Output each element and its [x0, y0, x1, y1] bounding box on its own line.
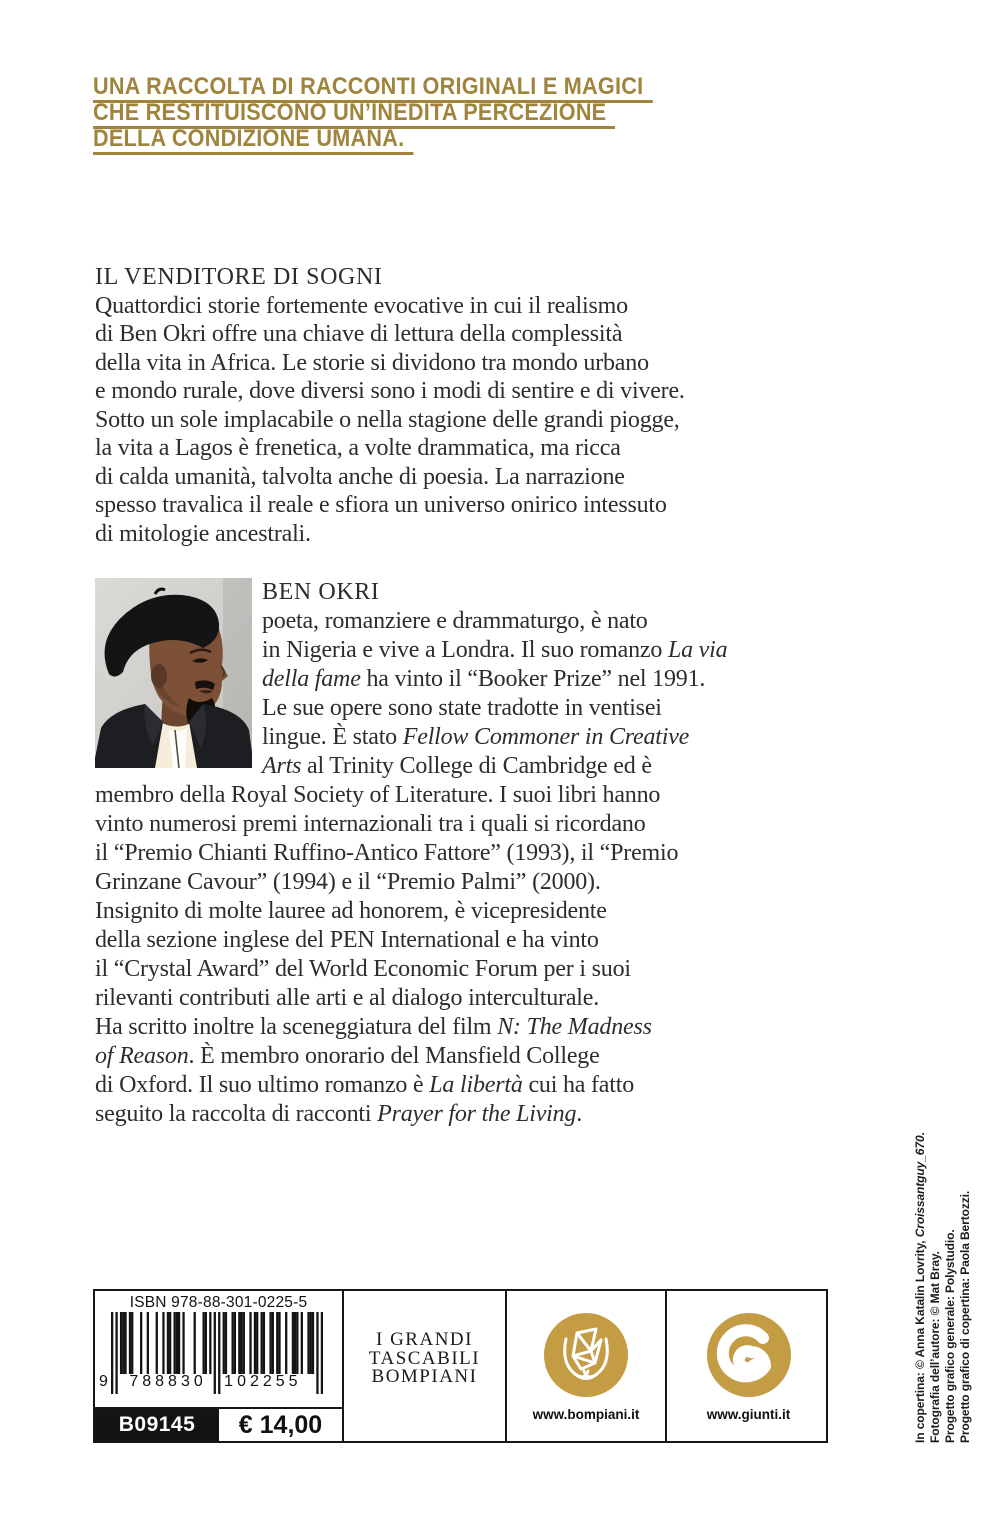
giunti-url: www.giunti.it	[706, 1407, 791, 1422]
giunti-swirl-icon	[707, 1313, 791, 1397]
footer-strip	[93, 1289, 828, 1443]
bompiani-panel	[507, 1291, 667, 1441]
author-section	[95, 578, 840, 1129]
tagline: UNA RACCOLTA DI RACCONTI ORIGINALI E MAGICI CHE RESTITUISCONO UN’INEDITA PERCEZIONE DELLA CONDIZIONE UMANA.	[93, 75, 652, 153]
imprint-panel	[344, 1291, 507, 1441]
isbn-label: ISBN 978-88-301-0225-5	[129, 1294, 308, 1311]
ean-digits: 9 788830 102255	[99, 1373, 302, 1390]
code-price-row	[95, 1407, 342, 1441]
barcode-panel	[95, 1291, 344, 1441]
synopsis-text: Quattordici storie fortemente evocative in cui il realismo di Ben Okri offre una chiave di lettura della complessità della vita in Africa. Le storie si dividono tra mondo urbano e mondo rurale, dove diversi sono i modi di sentire e di vivere. Sotto un sole implacabile o nella stagione delle grandi piogge, la vita a Lagos è frenetica, a volte drammatica, ma ricca di calda umanità, talvolta anche di poesia. La narrazione spesso travalica il reale e sfiora un universo onirico intessuto di mitologie ancestrali.	[95, 292, 685, 547]
bompiani-url: www.bompiani.it	[532, 1407, 640, 1422]
author-name: BEN OKRI	[262, 579, 380, 605]
price: € 14,00	[238, 1410, 323, 1439]
print-credits: In copertina: © Anna Katalin Lovrity, Croissantguy_670. Fotografia dell’autore: © Mat Bray. Progetto grafico generale: Polystudio. Progetto grafico di copertina: Paola Bertozzi.	[913, 1132, 972, 1443]
imprint-logo: I GRANDI TASCABILI BOMPIANI	[368, 1329, 481, 1388]
author-photo	[95, 578, 252, 768]
giunti-panel	[667, 1291, 830, 1441]
synopsis	[95, 263, 685, 548]
author-bio: poeta, romanziere e drammaturgo, è nato in Nigeria e vive a Londra. Il suo romanzo La via della fame ha vinto il “Booker Prize” nel 1991. Le sue opere sono state tradotte in ventisei lingue. È stato Fellow Commoner in Creative Arts al Trinity College di Cambridge ed è membro della Royal Society of Literature. I suoi libri hanno vinto numerosi premi internazionali tra i quali si ricordano il “Premio Chianti Ruffino-Antico Fattore” (1993), il “Premio Grinzane Cavour” (1994) e il “Premio Palmi” (2000). Insignito di molte lauree ad honorem, è vicepresidente della sezione inglese del PEN International e ha vinto il “Crystal Award” del World Economic Forum per i suoi rilevanti contributi alle arti e al dialogo interculturale. Ha scritto inoltre la sceneggiatura del film N: The Madness of Reason. È membro onorario del Mansfield College di Oxford. Il suo ultimo romanzo è La libertà cui ha fatto seguito la raccolta di racconti Prayer for the Living.	[95, 608, 728, 1127]
book-title: IL VENDITORE DI SOGNI	[95, 264, 383, 290]
bompiani-flower-icon	[544, 1313, 628, 1397]
product-code: B09145	[95, 1409, 219, 1441]
